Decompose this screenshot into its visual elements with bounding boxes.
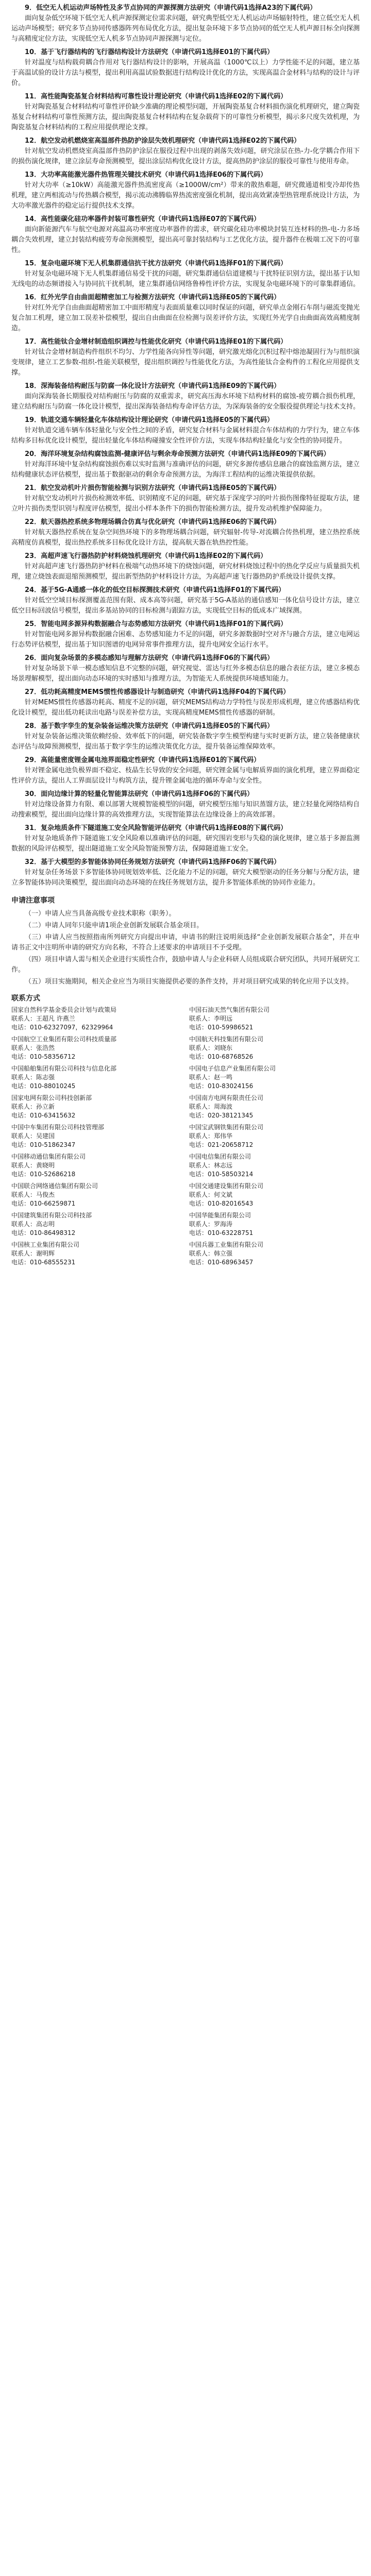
topic-body: 针对低空空域目标探测覆盖范围有限、成本高等问题，研究基于5G-A基站的通信感知一体化信号设计方法，建立低空目标回波信号模型，提出多基站协同的目标检测与跟踪方法，实现低空目标的低成本广域探测。 [11, 597, 360, 615]
contacts-grid [11, 1006, 360, 1267]
topic-item [11, 551, 360, 582]
topic-body: 针对复杂地质条件下隧道施工安全风险难以准确评估的问题，研究围岩变形与失稳的演化规律，建立基于多源监测数据的风险评估模型，提出隧道施工安全风险智能预警方法，保障隧道施工安全。 [11, 835, 360, 853]
topic-body: 面向深海装备长期服役对结构耐压与防腐的双重需求，研究高压海水环境下结构材料的腐蚀-疲劳耦合损伤机理，建立结构耐压与防腐一体化设计模型，提出深海装备结构寿命评估方法，为深海装备的安全服役提供理论与技术支持。 [11, 393, 360, 411]
topic-title: 28．基于数字孪生的复杂装备运维决策方法研究（申请代码1选择E05的下属代码） [25, 722, 274, 730]
contact-card [189, 1241, 360, 1267]
topic-item [11, 789, 360, 820]
notes-list [11, 909, 360, 987]
contact-org: 中国核工业集团有限公司 [11, 1241, 80, 1248]
contact-person: 联系人：韩立强 [189, 1250, 233, 1257]
topic-item [11, 136, 360, 167]
contact-org: 中国宝武钢铁集团有限公司 [189, 1124, 264, 1131]
topic-item [11, 517, 360, 548]
contact-person: 联系人：李明远 [189, 1015, 233, 1022]
contact-card [11, 1035, 182, 1061]
contact-card [189, 1006, 360, 1032]
topic-title: 12．航空发动机燃烧室高温部件热防护涂层失效机理研究（申请代码1选择E02的下属代码） [25, 137, 301, 145]
topic-body: 针对轨道交通车辆车体轻量化与安全性之间的矛盾，研究复合材料与金属材料混合车体结构的力学行为，建立车体结构多目标优化设计模型，提出轻量化车体结构碰撞安全性评价方法，实现车体结构轻量化与安全性的协同提升。 [11, 427, 360, 445]
contact-card [11, 1094, 182, 1120]
topic-title: 9．低空无人机运动声场特性及多节点协同的声源探测方法研究（申请代码1选择A23的下属代码） [25, 4, 317, 12]
note-item: （一）申请人应当具备高级专业技术职称（职务）。 [25, 910, 176, 918]
topic-body: 针对MEMS惯性传感器功耗高、精度不足的问题，研究MEMS结构动力学特性与误差形成机理，建立传感器结构优化设计模型，提出低功耗读出电路与误差补偿方法，实现高精度MEMS惯性传感器的研制。 [11, 699, 360, 717]
note-item: （二）申请人同年只能申请1项企业创新发展联合基金项目。 [25, 922, 204, 929]
contact-phone: 电话：010-63228751 [189, 1229, 254, 1236]
contacts-section [11, 993, 360, 1267]
contact-card [189, 1182, 360, 1208]
contact-person: 联系人：高志明 [11, 1221, 55, 1228]
topic-title: 21．航空发动机叶片损伤智能检测与识别方法研究（申请代码1选择E05的下属代码） [25, 484, 281, 492]
contact-person: 联系人：陈志强 [11, 1074, 55, 1081]
topic-title: 15．复杂电磁环境下无人机集群通信抗干扰方法研究（申请代码1选择F01的下属代码） [25, 260, 288, 267]
topic-body: 针对航空发动机燃烧室高温部件热防护涂层在服役过程中出现的剥落失效问题，研究涂层在热-力-化学耦合作用下的损伤演化规律，建立涂层寿命预测模型，提出涂层结构优化设计方法，提高热防护涂层的服役可靠性与使用寿命。 [11, 147, 360, 165]
topic-body: 针对复杂任务场景下多智能体协同规划效率低、泛化能力不足的问题，研究大模型驱动的任务分解与分配方法，建立多智能体协同决策模型，提出面向动态环境的在线任务规划方法，提升多智能体系统的协同作业能力。 [11, 869, 360, 887]
contact-phone: 电话：021-20658712 [189, 1141, 254, 1148]
topic-title: 26．面向复杂场景的多模态感知与理解方法研究（申请代码1选择F06的下属代码） [25, 654, 274, 662]
topic-item [11, 483, 360, 514]
contacts-title: 联系方式 [11, 994, 40, 1003]
contact-phone: 电话：010-66259871 [11, 1200, 76, 1207]
topic-item [11, 337, 360, 378]
contact-org: 中国交通建设集团有限公司 [189, 1182, 264, 1190]
contact-org: 中国航空工业集团有限公司科技质量部 [11, 1036, 117, 1043]
topic-item [11, 721, 360, 752]
contact-phone: 电话：010-68963457 [189, 1259, 254, 1266]
contact-person: 联系人：周海波 [189, 1103, 233, 1110]
topic-item [11, 823, 360, 854]
contact-card [189, 1064, 360, 1091]
contact-person: 联系人：吴建国 [11, 1132, 55, 1140]
topic-body: 面向复杂低空环境下低空无人机声源探测定位需求问题，研究典型低空无人机运动声场辐射特性，建立低空无人机运动声场模型；研究多节点协同传感器阵列布局优化方法，提出复杂环境下多节点协同的低空无人机声源目标全向探测与高精度定位方法，实现低空无人机多节点协同声源探测与定位。 [11, 14, 360, 43]
document-page [0, 0, 371, 1276]
contact-phone: 电话：010-63415632 [11, 1112, 76, 1119]
contact-card [11, 1153, 182, 1179]
contact-org: 中国联合网络通信集团有限公司 [11, 1182, 98, 1190]
contact-card [189, 1211, 360, 1238]
topic-title: 25．智能电网多源异构数据融合与态势感知方法研究（申请代码1选择F01的下属代码） [25, 620, 288, 628]
contact-card [11, 1182, 182, 1208]
topic-item [11, 619, 360, 650]
topic-body: 针对智能电网多源异构数据融合困难、态势感知能力不足的问题，研究多源数据时空对齐与融合方法，建立电网运行态势评估模型，提出基于知识图谱的电网异常事件推理方法，提升电网安全运行水平。 [11, 631, 360, 649]
topic-item [11, 47, 360, 89]
topic-item [11, 259, 360, 290]
topic-item [11, 170, 360, 211]
contact-org: 中国移动通信集团有限公司 [11, 1153, 86, 1160]
contact-card [11, 1241, 182, 1267]
contact-card [11, 1211, 182, 1238]
topic-item [11, 214, 360, 256]
contact-org: 中国建筑集团有限公司科技部 [11, 1212, 92, 1219]
contact-person: 联系人：张浩然 [11, 1044, 55, 1052]
contact-phone: 电话：010-68555231 [11, 1259, 76, 1266]
topic-title: 29．高能量密度锂金属电池界面稳定性研究（申请代码1选择E01的下属代码） [25, 756, 261, 764]
topic-title: 19．轨道交通车辆轻量化车体结构设计理论研究（申请代码1选择E05的下属代码） [25, 416, 274, 424]
note-item: （三）申请人应当按照指南所列研究方向提出申请，申请书的附注说明须选择“企业创新发展联合基金”，并在申请书正文中注明所申请的研究方向名称，不符合上述要求的申请项目不予受理。 [11, 934, 360, 952]
contact-card [189, 1153, 360, 1179]
contact-person: 联系人：何文斌 [189, 1191, 233, 1198]
contact-org: 中国电子信息产业集团有限公司 [189, 1065, 276, 1072]
topic-title: 23．高超声速飞行器热防护材料烧蚀机理研究（申请代码1选择E02的下属代码） [25, 552, 267, 560]
topic-title: 14．高性能碳化硅功率器件封装可靠性研究（申请代码1选择E07的下属代码） [25, 215, 261, 223]
contact-phone: 电话：010-82016543 [189, 1200, 254, 1207]
contact-person: 联系人：林志远 [189, 1162, 233, 1169]
contact-card [189, 1123, 360, 1149]
contact-person: 联系人：赵一鸣 [189, 1074, 233, 1081]
contact-phone: 电话：020-38121345 [189, 1112, 254, 1119]
topic-body: 针对钛合金增材制造构件组织不均匀、力学性能各向异性等问题，研究激光熔化沉积过程中熔池凝固行为与组织演变规律，建立工艺参数-组织-性能关联模型，提出组织调控与性能优化方法，为高性能钛合金构件的工程化应用提供支撑。 [11, 348, 360, 377]
contact-phone: 电话：010-51862347 [11, 1141, 76, 1148]
contact-org: 中国兵器工业集团有限公司 [189, 1241, 264, 1248]
topic-title: 32．基于大模型的多智能体协同任务规划方法研究（申请代码1选择F06的下属代码） [25, 858, 281, 866]
topic-item [11, 293, 360, 334]
contact-person: 联系人：马俊杰 [11, 1191, 55, 1198]
contact-person: 联系人：王超凡 许燕兰 [11, 1015, 75, 1022]
topic-title: 18．深海装备结构耐压与防腐一体化设计方法研究（申请代码1选择E09的下属代码） [25, 382, 281, 390]
contact-org: 国家电网有限公司科技创新部 [11, 1094, 92, 1101]
notes-section [11, 895, 360, 987]
topic-title: 20．海洋环境复杂结构腐蚀监测-健康评估与剩余寿命预测方法研究（申请代码1选择E09的下属代码） [25, 450, 330, 458]
contact-person: 联系人：黄晓明 [11, 1162, 55, 1169]
topic-title: 11．高性能陶瓷基复合材料结构可靠性设计理论研究（申请代码1选择E02的下属代码） [25, 93, 288, 100]
contact-card [11, 1064, 182, 1091]
note-item: （四）项目申请人需与相关企业进行实质性合作，鼓励申请人与企业科研人员组成联合研究团队，共同开展研究工作。 [11, 956, 360, 974]
contact-org: 中国中车集团有限公司科技管理部 [11, 1124, 105, 1131]
contact-org: 中国航天科技集团有限公司 [189, 1036, 264, 1043]
contact-phone: 电话：010-59986521 [189, 1024, 254, 1031]
topic-item [11, 653, 360, 684]
contact-org: 中国南方电网有限责任公司 [189, 1094, 264, 1101]
topic-title: 10．基于飞行器结构的飞行器结构设计方法研究（申请代码1选择E01的下属代码） [25, 48, 274, 56]
contact-org: 中国华能集团有限公司 [189, 1212, 251, 1219]
contact-phone: 电话：010-52686218 [11, 1171, 76, 1178]
contact-org: 中国电信集团有限公司 [189, 1153, 251, 1160]
contact-card [189, 1035, 360, 1061]
contact-phone: 电话：010-62327097，62329964 [11, 1024, 113, 1031]
topic-item [11, 3, 360, 44]
note-item: （五）项目实施期间，相关企业应当为项目实施提供必要的条件支持，并对项目研究成果的转化应用予以支持。 [25, 978, 353, 986]
topic-title: 22．航天器热控系统多物理场耦合仿真与优化研究（申请代码1选择E06的下属代码） [25, 518, 281, 526]
contact-person: 联系人：郑伟华 [189, 1132, 233, 1140]
topic-item [11, 415, 360, 446]
topic-body: 针对边缘设备算力有限、难以部署大规模智能模型的问题，研究模型压缩与知识蒸馏方法，建立轻量化网络结构自动搜索模型，提出面向边缘计算的高效推理方法，实现智能算法在边缘设备上的高效部署。 [11, 801, 360, 819]
topic-body: 针对海洋环境中复杂结构腐蚀损伤难以实时监测与准确评估的问题，研究多源传感信息融合的腐蚀监测方法，建立结构健康状态评估模型，提出基于数据驱动的剩余寿命预测方法，为海洋工程结构的运维决策提供依据。 [11, 461, 360, 479]
topic-item [11, 857, 360, 888]
topic-title: 24．基于5G-A通感一体化的低空目标探测技术研究（申请代码1选择F01的下属代码） [25, 586, 285, 594]
topic-title: 13．大功率高能激光器件热管理关键技术研究（申请代码1选择E06的下属代码） [25, 171, 267, 179]
topic-body: 面向新能源汽车与航空电源对高温高功率密度功率器件的需求，研究碳化硅功率模块封装互连材料的热-电-力多场耦合失效机理，建立封装结构疲劳寿命预测模型，提出高可靠封装结构与工艺优化方法，提升器件在极端工况下的可靠性。 [11, 226, 360, 254]
contact-org: 国家自然科学基金委员会计划与政策局 [11, 1006, 117, 1013]
topic-title: 27．低功耗高精度MEMS惯性传感器设计与制造研究（申请代码1选择F04的下属代码） [25, 688, 290, 696]
topic-body: 针对红外光学自由曲面超精密加工中面形精度与表面质量难以同时保证的问题，研究单点金刚石车削与磁流变抛光复合加工机理，建立加工误差补偿模型，提出自由曲面在位检测与误差评价方法，实现红外光学自由曲面高效高精度制造。 [11, 304, 360, 332]
topic-body: 针对大功率（≥10kW）高能激光器件热流密度高（≥1000W/cm²）带来的散热难题，研究微通道相变冷却传热机理，建立两相流动与传热耦合模型，揭示流动沸腾临界热流密度强化机制，提出高效紧凑型热管理系统设计方法，为大功率激光器件的稳定运行提供技术支撑。 [11, 181, 360, 210]
contact-phone: 电话：010-88010245 [11, 1082, 76, 1090]
topic-body: 针对复杂电磁环境下无人机集群通信易受干扰的问题，研究集群通信信道建模与干扰特征识别方法，提出基于认知无线电的动态频谱接入与协同抗干扰机制，建立集群通信网络鲁棒性评价方法，实现复杂电磁环境下的可靠集群通信。 [11, 270, 360, 288]
topic-title: 17．高性能钛合金增材制造组织调控与性能优化研究（申请代码1选择E01的下属代码） [25, 338, 288, 346]
contact-phone: 电话：010-86498312 [11, 1229, 76, 1236]
contact-org: 中国船舶集团有限公司科技与信息化部 [11, 1065, 117, 1072]
topic-body: 针对复杂场景下单一模态感知信息不完整的问题，研究视觉、雷达与红外多模态信息的融合表征方法，建立多模态场景理解模型，提出面向动态环境的实时感知与推理方法，为智能无人系统提供环境感知能力。 [11, 665, 360, 683]
topic-title: 30．面向边缘计算的轻量化智能算法研究（申请代码1选择F06的下属代码） [25, 790, 254, 798]
contact-person: 联系人：罗海涛 [189, 1221, 233, 1228]
contact-card [189, 1094, 360, 1120]
topic-item [11, 92, 360, 133]
contact-phone: 电话：010-68768526 [189, 1053, 254, 1060]
topic-item [11, 585, 360, 616]
topic-title: 31．复杂地质条件下隧道施工安全风险智能评估研究（申请代码1选择E08的下属代码） [25, 824, 288, 832]
contact-phone: 电话：010-83024156 [189, 1082, 254, 1090]
topic-body: 针对陶瓷基复合材料结构可靠性评价缺少准确的理论模型问题，开展陶瓷基复合材料损伤演化机理研究，建立陶瓷基复合材料结构可靠性预测方法，提出陶瓷基复合材料结构在复杂载荷下的可靠性分析模型，揭示多尺度失效机理，为陶瓷基复合材料结构的工程应用提供理论支撑。 [11, 103, 360, 131]
topic-item [11, 449, 360, 480]
contact-phone: 电话：010-58356712 [11, 1053, 76, 1060]
contact-org: 中国石油天然气集团有限公司 [189, 1006, 270, 1013]
contact-person: 联系人：刘晓东 [189, 1044, 233, 1052]
contact-person: 联系人：孙立新 [11, 1103, 55, 1110]
topic-title: 16．红外光学自由曲面超精密加工与检测方法研究（申请代码1选择E05的下属代码） [25, 294, 281, 301]
topic-body: 针对高超声速飞行器热防护材料在极端气动热环境下的烧蚀问题，研究材料烧蚀过程中的热化学反应与质量损失机理，建立烧蚀表面退缩预测模型，提出新型热防护材料设计方法，为高超声速飞行器热防护系统设计提供支撑。 [11, 563, 360, 581]
topic-body: 针对航天器热控系统在复杂空间热环境下的多物理场耦合问题，研究辐射-传导-对流耦合传热机理，建立热控系统高精度仿真模型，提出热控系统多目标优化设计方法，提高航天器在轨热控性能。 [11, 529, 360, 547]
topic-body: 针对航空发动机叶片损伤检测效率低、识别精度不足的问题，研究基于深度学习的叶片损伤图像特征提取方法，建立叶片损伤类型识别与程度评估模型，提出小样本条件下的损伤智能检测方法，提升发动机维护保障能力。 [11, 495, 360, 513]
topic-item [11, 687, 360, 718]
topic-item [11, 381, 360, 412]
notes-title: 申请注意事项 [11, 896, 55, 905]
topic-body: 针对温度与结构载荷耦合作用对飞行器结构设计的影响，开展高温（1000℃以上）力学性能不足的问题，建立基于高温试验的设计方法与模型，提出利用高温试验数据进行结构设计优化的方法，实现高温合金材料与结构的设计与评价。 [11, 59, 360, 87]
contact-card [11, 1006, 182, 1032]
contact-person: 联系人：谢明辉 [11, 1250, 55, 1257]
topic-item [11, 755, 360, 786]
topic-body: 针对复杂装备运维决策依赖经验、效率低下的问题，研究装备数字孪生模型构建与实时更新方法，建立装备健康状态评估与故障预测模型，提出基于数字孪生的运维决策优化方法，提升装备运维保障效率。 [11, 733, 360, 751]
contact-phone: 电话：010-58503214 [189, 1171, 254, 1178]
contact-card [11, 1123, 182, 1149]
topic-list [11, 3, 360, 888]
topic-body: 针对锂金属电池负极界面不稳定、枝晶生长导致的安全问题，研究锂金属与电解质界面的演化机理，建立界面稳定性评价方法，提出人工界面层设计与构筑方法，提升锂金属电池的循环寿命与安全性。 [11, 767, 360, 785]
